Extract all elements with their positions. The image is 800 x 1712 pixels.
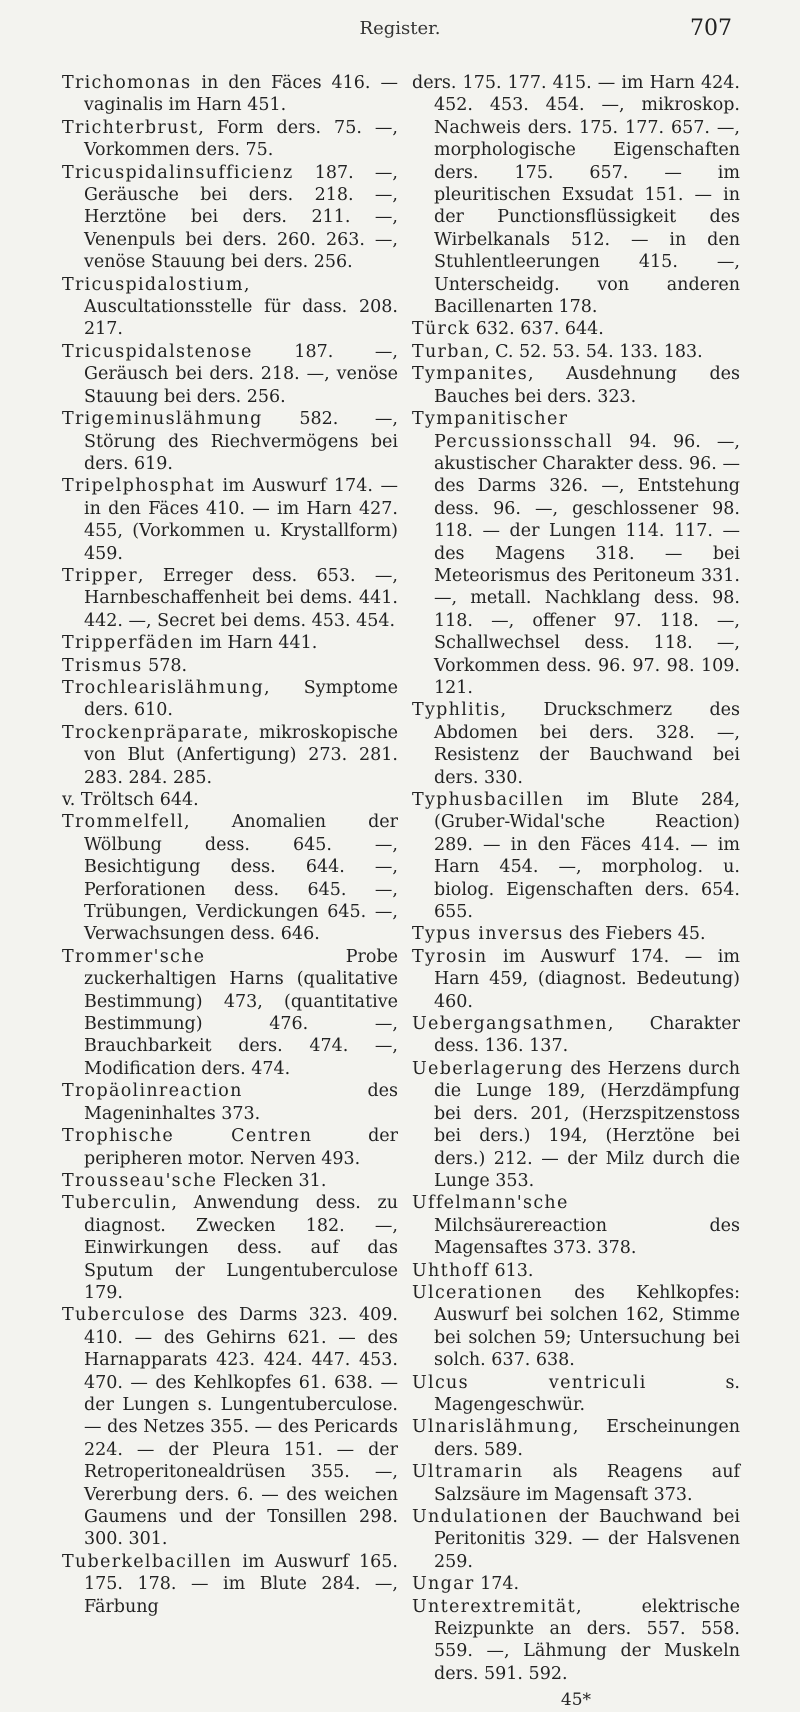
index-references: , Erreger dess. 653. —, Harnbeschaffenheit bei dems. 441. 442. —, Secret bei dems. 453. 454. xyxy=(84,565,398,631)
index-references: v. Tröltsch 644. xyxy=(62,790,199,810)
index-entry xyxy=(62,162,398,274)
index-keyword: Turban xyxy=(412,341,485,362)
index-references: als Reagens auf Salzsäure im Magensaft 373. xyxy=(434,1462,740,1505)
index-keyword: Trigeminuslähmung xyxy=(62,409,263,430)
index-entry xyxy=(62,946,398,1080)
index-entry xyxy=(62,789,398,811)
index-keyword: Typhlitis xyxy=(412,700,501,721)
index-keyword: Tripperfäden xyxy=(62,633,195,654)
index-keyword: Ulcus ventriculi xyxy=(412,1372,647,1393)
index-references: 578. xyxy=(142,655,188,676)
index-keyword: Trichomonas xyxy=(62,73,192,93)
index-entry xyxy=(412,1372,740,1417)
index-keyword: Trommer'sche xyxy=(62,946,206,967)
index-references: im Blute 284, (Gruber-Widal'sche Reaction) 289. — in den Fäces 414. — im Harn 454. —, morpholog. u. biolog. Eigenschaften ders. 654. 655. xyxy=(434,790,740,923)
index-entry xyxy=(62,1080,398,1125)
index-entry xyxy=(412,1013,740,1058)
index-references: , Erscheinungen ders. 589. xyxy=(434,1417,740,1460)
index-entry xyxy=(412,341,740,363)
index-entry xyxy=(62,1551,398,1618)
index-references: 94. 96. —, akustischer Charakter dess. 96. — des Darms 326. —, Entstehung dess. 96. —, geschlossener 98. 118. — der Lungen 114. 117. — des Magens 318. — bei Meteorismus des Peritoneum 331. —, metall. Nachklang dess. 98. 118. —, offener 97. 118. —, Schallwechsel dess. 118. —, Vorkommen dess. 96. 97. 98. 109. 121. xyxy=(434,431,740,698)
index-keyword: Ulnarislähmung xyxy=(412,1417,573,1438)
index-references: des Herzens durch die Lunge 189, (Herzdämpfung bei ders. 201, (Herzspitzenstoss bei ders.) 194, (Herztöne bei ders.) 212. — der Milz durch die Lunge 353. xyxy=(434,1058,740,1191)
index-entry xyxy=(412,699,740,789)
index-keyword: Trismus xyxy=(62,655,143,676)
left-column xyxy=(62,72,398,1618)
index-entry xyxy=(62,72,398,117)
index-references: 187. —, Geräusch bei ders. 218. —, venöse Stauung bei ders. 256. xyxy=(84,341,398,407)
index-keyword: Trophische Centren xyxy=(62,1126,313,1147)
index-entry xyxy=(62,1304,398,1550)
page-header xyxy=(0,14,800,54)
index-references: ders. 175. 177. 415. — im Harn 424. 452. 453. 454. —, mikroskop. Nachweis ders. 175. 177. 657. —, morphologische Eigenschaften ders. 175. 657. — im pleuritischen Exsudat 151. — in der Punctionsflüssigkeit des Wirbelkanals 512. — in den Stuhlentleerungen 415. —, Unterscheidg. von anderen Bacillenarten 178. xyxy=(412,73,740,318)
index-entry xyxy=(62,475,398,565)
index-references: Milchsäurereaction des Magensaftes 373. 378. xyxy=(434,1215,740,1259)
index-entry xyxy=(62,677,398,722)
index-keyword: Tympanitischer Percussionsschall xyxy=(412,409,613,452)
index-keyword: Tricuspidalostium xyxy=(62,274,244,295)
index-references: , Anwendung dess. zu diagnost. Zwecken 182. —, Einwirkungen dess. auf das Sputum der Lungentuberculose 179. xyxy=(84,1193,398,1303)
index-references: 613. xyxy=(488,1260,534,1281)
index-keyword: Tyrosin xyxy=(412,946,488,967)
index-references: , Druckschmerz des Abdomen bei ders. 328. —, Resistenz der Bauchwand bei ders. 330. xyxy=(434,700,740,788)
index-references: 174. xyxy=(474,1574,520,1595)
index-keyword: Tricuspidalstenose xyxy=(62,341,253,362)
index-entry xyxy=(62,1170,398,1192)
index-references: des Fiebers 45. xyxy=(563,924,706,945)
index-entry xyxy=(412,318,740,340)
index-keyword: Tripper xyxy=(62,565,138,586)
index-keyword: Trockenpräparate xyxy=(62,722,244,743)
index-entry xyxy=(62,632,398,654)
index-entry xyxy=(412,1260,740,1282)
index-entry xyxy=(412,408,740,699)
index-keyword: Tuberculose xyxy=(62,1305,186,1326)
index-keyword: Undulationen xyxy=(412,1507,549,1527)
index-entry xyxy=(412,1506,740,1573)
index-keyword: Tympanites xyxy=(412,364,529,385)
signature-mark: 45* xyxy=(560,1690,592,1711)
index-references: , Form ders. 75. —, Vorkommen ders. 75. xyxy=(84,117,398,161)
index-keyword: Uebergangsathmen xyxy=(412,1014,608,1035)
index-keyword: Uhthoff xyxy=(412,1260,489,1281)
index-references: im Auswurf 165. 175. 178. — im Blute 284. —, Färbung xyxy=(84,1551,398,1617)
index-references: des Darms 323. 409. 410. — des Gehirns 621. — des Harnapparats 423. 424. 447. 453. 470. — des Kehlkopfes 61. 638. — der Lungen s. Lungentuberculose. — des Netzes 355. — des Pericards 224. — der Pleura 151. — der Retroperitonealdrüsen 355. —, Vererbung ders. 6. — des weichen Gaumens und der Tonsillen 298. 300. 301. xyxy=(84,1305,398,1550)
index-keyword: Ulcerationen xyxy=(412,1282,543,1303)
index-references: 632. 637. 644. xyxy=(470,319,604,340)
index-entry xyxy=(62,341,398,408)
index-references: im Auswurf 174. — im Harn 459, (diagnost. Bedeutung) 460. xyxy=(434,946,740,1012)
index-entry xyxy=(412,1058,740,1192)
index-references: Probe zuckerhaltigen Harns (qualitative Bestimmung) 473, (quantitative Bestimmung) 476. —, Brauchbarkeit ders. 474. —, Modification ders. 474. xyxy=(84,946,398,1079)
index-entry xyxy=(62,117,398,162)
index-keyword: Trichterbrust xyxy=(62,117,199,138)
index-entry xyxy=(62,1192,398,1304)
index-entry xyxy=(412,1573,740,1595)
index-entry xyxy=(412,1282,740,1372)
index-references: , mikroskopische von Blut (Anfertigung) 273. 281. 283. 284. 285. xyxy=(84,722,398,788)
index-references: des Mageninhaltes 373. xyxy=(84,1081,398,1124)
index-entry xyxy=(62,655,398,677)
index-references: in den Fäces 416. — vaginalis im Harn 451. xyxy=(84,73,398,116)
index-keyword: Typhusbacillen xyxy=(412,790,565,810)
right-column xyxy=(412,72,740,1712)
index-entry xyxy=(62,1125,398,1170)
index-references: der Bauchwand bei Peritonitis 329. — der Halsvenen 259. xyxy=(434,1507,740,1572)
index-keyword: Türck xyxy=(412,319,471,340)
index-keyword: Trochlearislähmung xyxy=(62,677,265,698)
index-references: 582. —, Störung des Riechvermögens bei ders. 619. xyxy=(84,409,398,474)
index-entry xyxy=(412,789,740,923)
index-entry xyxy=(412,1461,740,1506)
index-keyword: Uffelmann'sche xyxy=(412,1193,569,1214)
index-references: der peripheren motor. Nerven 493. xyxy=(84,1126,398,1169)
index-keyword: Ultramarin xyxy=(412,1462,524,1483)
index-keyword: Tuberculin xyxy=(62,1193,172,1214)
index-entry xyxy=(62,408,398,475)
index-references: , Symptome ders. 610. xyxy=(84,677,398,721)
index-references: 187. —, Geräusche bei ders. 218. —, Herztöne bei ders. 211. —, Venenpuls bei ders. 260. 263. —, venöse Stauung bei ders. 256. xyxy=(84,162,398,273)
index-keyword: Typus inversus xyxy=(412,924,564,945)
running-title: Register. xyxy=(359,18,441,39)
index-entry xyxy=(412,1416,740,1461)
index-references: , C. 52. 53. 54. 133. 183. xyxy=(484,341,703,362)
index-keyword: Trommelfell xyxy=(62,812,185,833)
index-keyword: Ueberlagerung xyxy=(412,1058,564,1079)
index-entry xyxy=(62,565,398,632)
index-keyword: Ungar xyxy=(412,1574,475,1595)
index-entry xyxy=(62,811,398,945)
index-references: Flecken 31. xyxy=(217,1170,327,1191)
index-references: im Auswurf 174. — in den Fäces 410. — im Harn 427. 455, (Vorkommen u. Krystallform) 459. xyxy=(84,476,398,564)
index-references: , Anomalien der Wölbung dess. 645. —, Besichtigung dess. 644. —, Perforationen dess. 645. —, Trübungen, Verdickungen 645. —, Verwachsungen dess. 646. xyxy=(84,812,398,945)
index-references: , Auscultationsstelle für dass. 208. 217. xyxy=(84,274,398,340)
index-entry xyxy=(412,1596,740,1686)
index-keyword: Tripelphosphat xyxy=(62,476,215,497)
index-references: des Kehlkopfes: Auswurf bei solchen 162, Stimme bei solchen 59; Untersuchung bei solch. 637. 638. xyxy=(434,1282,740,1371)
index-entry xyxy=(412,1192,740,1259)
index-references: , Charakter dess. 136. 137. xyxy=(434,1014,740,1057)
index-entry xyxy=(62,274,398,341)
index-entry xyxy=(412,72,740,318)
index-references: im Harn 441. xyxy=(194,633,318,654)
index-references: s. Magengeschwür. xyxy=(434,1372,740,1415)
index-keyword: Trousseau'sche xyxy=(62,1170,218,1191)
index-references: , Ausdehnung des Bauches bei ders. 323. xyxy=(434,364,740,407)
index-keyword: Tuberkelbacillen xyxy=(62,1551,233,1572)
index-entry xyxy=(412,363,740,408)
index-keyword: Tricuspidalinsufficienz xyxy=(62,162,294,183)
index-entry xyxy=(62,722,398,789)
index-entry xyxy=(412,946,740,1013)
index-references: , elektrische Reizpunkte an ders. 557. 558. 559. —, Lähmung der Muskeln ders. 591. 592. xyxy=(434,1596,740,1684)
page-number: 707 xyxy=(690,16,732,41)
index-entry xyxy=(412,923,740,945)
index-keyword: Unterextremität xyxy=(412,1596,576,1617)
index-keyword: Tropäolinreaction xyxy=(62,1081,243,1102)
